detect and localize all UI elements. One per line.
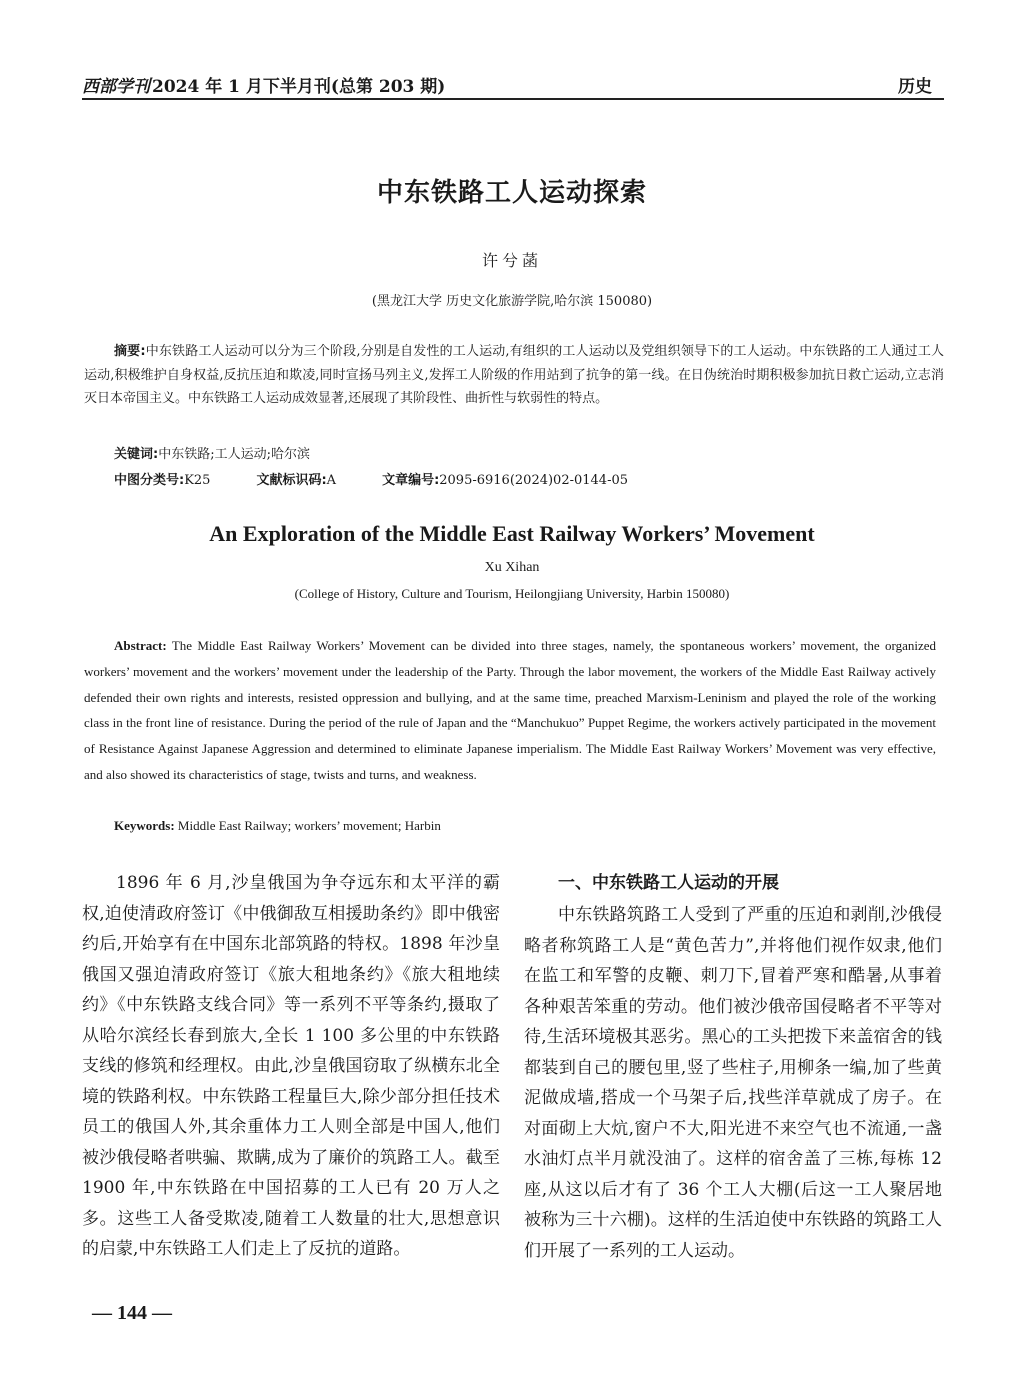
page-number: — 144 — bbox=[92, 1302, 172, 1324]
keywords-cn-label: 关键词: bbox=[114, 447, 159, 462]
article-number-label: 文章编号: bbox=[382, 473, 440, 488]
section-label: 历史 bbox=[898, 77, 932, 97]
abstract-cn-text: 中东铁路工人运动可以分为三个阶段,分别是自发性的工人运动,有组织的工人运动以及党组织领导下的工人运动。中东铁路的工人通过工人运动,积极维护自身权益,反抗压迫和欺凌,同时宣扬马列主义,发挥工人阶级的作用站到了抗争的第一线。在日伪统治时期积极参加抗日救亡运动,立志消灭日本帝国主义。中东铁路工人运动成效显著,还展现了其阶段性、曲折性与软弱性的特点。 bbox=[84, 344, 944, 406]
clc-value: K25 bbox=[184, 473, 211, 488]
body-column-left bbox=[82, 868, 500, 1265]
keywords-en-label: Keywords: bbox=[114, 818, 175, 833]
section-heading: 一、中东铁路工人运动的开展 bbox=[558, 873, 779, 893]
author-en: Xu Xihan bbox=[484, 560, 540, 575]
article-number-value: 2095-6916(2024)02-0144-05 bbox=[439, 473, 629, 488]
body-paragraph: 1896 年 6 月,沙皇俄国为争夺远东和太平洋的霸权,迫使清政府签订《中俄御敌互相援助条约》即中俄密约后,开始享有在中国东北部筑路的特权。1898 年沙皇俄国又强迫清政府签订《旅大租地条约》《旅大租地续约》《中东铁路支线合同》等一系列不平等条约,摄取了从哈尔滨经长春到旅大,全长 1 100 多公里的中东铁路支线的修筑和经理权。由此,沙皇俄国窃取了纵横东北全境的铁路利权。中东铁路工程量巨大,除少部分担任技术员工的俄国人外,其余重体力工人则全部是中国人,他们被沙俄侵略者哄骗、欺瞒,成为了廉价的筑路工人。截至 1900 年,中东铁路在中国招募的工人已有 20 万人之多。这些工人备受欺凌,随着工人数量的壮大,思想意识的启蒙,中东铁路工人们走上了反抗的道路。 bbox=[82, 873, 500, 1259]
keywords-en bbox=[114, 818, 441, 834]
abstract-en-label: Abstract: bbox=[114, 638, 167, 653]
doc-code-label: 文献标识码: bbox=[256, 473, 327, 488]
doc-code-value: A bbox=[326, 473, 337, 488]
author-cn: 许兮菡 bbox=[481, 251, 542, 270]
keywords-cn-text: 中东铁路;工人运动;哈尔滨 bbox=[158, 447, 310, 462]
body-column-right bbox=[524, 868, 942, 1266]
clc-label: 中图分类号: bbox=[114, 473, 185, 488]
abstract-cn bbox=[84, 340, 944, 411]
header-rule bbox=[82, 98, 944, 100]
affiliation-en: (College of History, Culture and Tourism, Heilongjiang University, Harbin 150080) bbox=[294, 586, 730, 601]
keywords-en-text: Middle East Railway; workers’ movement; Harbin bbox=[177, 818, 441, 833]
keywords-cn bbox=[114, 443, 310, 462]
running-header bbox=[82, 70, 944, 100]
article-title-cn: 中东铁路工人运动探索 bbox=[376, 178, 647, 208]
classification-row bbox=[114, 469, 628, 488]
article-title-en: An Exploration of the Middle East Railway Workers’ Movement bbox=[209, 521, 815, 546]
abstract-en bbox=[84, 633, 936, 788]
abstract-en-text: The Middle East Railway Workers’ Movement can be divided into three stages, namely, the spontaneous workers’ movement, the organized workers’ movement and the workers’ movement under the leadership of the Party. Through the labor movement, the workers of the Middle East Railway actively defended their own rights and interests, resisted oppression and bullying, and at the same time, preached Marxism-Leninism and played the role of the working class in the front line of resistance. During the period of the rule of Japan and the “Manchukuo” Puppet Regime, the workers actively participated in the movement of Resistance Against Japanese Aggression and determined to eliminate Japanese imperialism. The Middle East Railway Workers’ Movement was very effective, and also showed its characteristics of stage, twists and turns, and weakness. bbox=[84, 638, 937, 782]
body-paragraph: 中东铁路筑路工人受到了严重的压迫和剥削,沙俄侵略者称筑路工人是“黄色苦力”,并将他们视作奴隶,他们在监工和军警的皮鞭、刺刀下,冒着严寒和酷暑,从事着各种艰苦笨重的劳动。他们被沙俄帝国侵略者不平等对待,生活环境极其恶劣。黑心的工头把拨下来盖宿舍的钱都装到自己的腰包里,竖了些柱子,用柳条一编,加了些黄泥做成墙,搭成一个马架子后,找些洋草就成了房子。在对面砌上大炕,窗户不大,阳光进不来空气也不流通,一盏水油灯点半月就没油了。这样的宿舍盖了三栋,每栋 12 座,从这以后才有了 36 个工人大棚(后这一工人聚居地被称为三十六棚)。这样的生活迫使中东铁路的筑路工人们开展了一系列的工人运动。 bbox=[524, 905, 942, 1261]
abstract-cn-label: 摘要: bbox=[114, 344, 146, 359]
issue-label: 2024 年 1 月下半月刊(总第 203 期) bbox=[152, 77, 446, 97]
journal-issue-info bbox=[82, 72, 445, 97]
affiliation-cn: (黑龙江大学 历史文化旅游学院,哈尔滨 150080) bbox=[371, 294, 653, 309]
journal-logo: 西部学刊 bbox=[82, 77, 150, 97]
